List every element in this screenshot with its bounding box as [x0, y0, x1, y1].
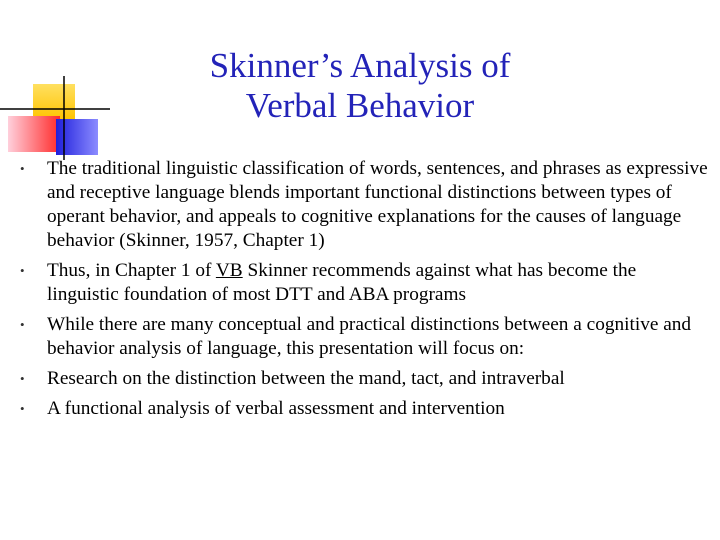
deco-red-square	[8, 116, 60, 152]
slide-title	[100, 46, 620, 126]
bullet-marker: •	[20, 371, 25, 386]
bullet-marker: •	[20, 401, 25, 416]
bullet-item	[20, 259, 710, 307]
decorative-squares-graphic	[0, 0, 110, 160]
slide-title-line-1: Skinner’s Analysis of	[209, 46, 511, 85]
deco-blue-square	[56, 119, 98, 155]
slide-title-line-2: Verbal Behavior	[245, 86, 475, 125]
bullet-text-prefix: Thus, in Chapter 1 of	[47, 260, 216, 281]
deco-yellow-square	[33, 84, 75, 120]
bullet-item	[20, 313, 710, 361]
bullet-text: While there are many conceptual and practical distinctions between a cognitive and behavior analysis of language, this presentation will focus on:	[47, 314, 692, 359]
bullet-marker: •	[20, 317, 25, 332]
bullet-text-suffix: Skinner recommends against what has become the linguistic foundation of most DTT and ABA programs	[47, 260, 637, 305]
bullet-underlined-term: VB	[215, 260, 243, 281]
bullet-marker: •	[20, 161, 25, 176]
bullet-text: The traditional linguistic classification of words, sentences, and phrases as expressive and receptive language blends important functional distinctions between types of operant behavior, and appeals to cognitive explanations for the causes of language behavior (Skinner, 1957, Chapter 1)	[47, 158, 708, 251]
bullet-marker: •	[20, 263, 25, 278]
bullet-item	[20, 397, 710, 421]
bullet-item	[20, 367, 710, 391]
bullet-list	[20, 157, 710, 427]
bullet-item	[20, 157, 710, 253]
bullet-text: Research on the distinction between the mand, tact, and intraverbal	[47, 368, 565, 389]
bullet-text: A functional analysis of verbal assessment and intervention	[47, 398, 505, 419]
